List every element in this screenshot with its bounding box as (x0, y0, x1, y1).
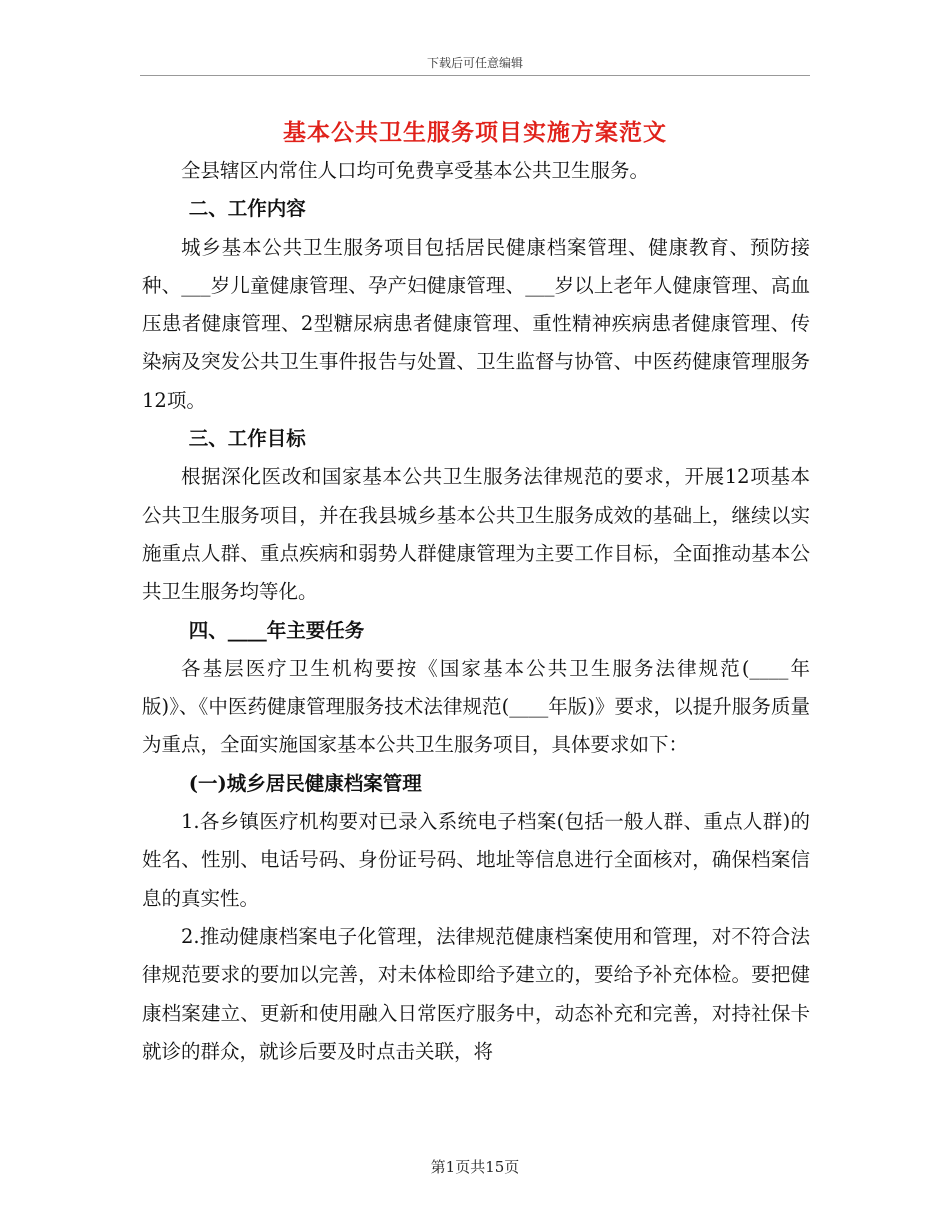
header-divider (140, 75, 810, 76)
paragraph-intro: 全县辖区内常住人口均可免费享受基本公共卫生服务。 (181, 159, 650, 182)
document-body (142, 152, 810, 1071)
paragraph-work-content: 城乡基本公共卫生服务项目包括居民健康档案管理、健康教育、预防接种、___岁儿童健康管理、孕产妇健康管理、___岁以上老年人健康管理、高血压患者健康管理、2型糖尿病患者健康管理、重性精神疾病患者健康管理、传染病及突发公共卫生事件报告与处置、卫生监督与协管、中医药健康管理服务12项。 (142, 235, 810, 412)
paragraph-health-records-2: 2.推动健康档案电子化管理，法律规范健康档案使用和管理，对不符合法律规范要求的要加以完善，对未体检即给予建立的，要给予补充体检。要把健康档案建立、更新和使用融入日常医疗服务中，动态补充和完善，对持社保卡就诊的群众，就诊后要及时点击关联，将 (142, 924, 810, 1063)
paragraph-work-goals: 根据深化医改和国家基本公共卫生服务法律规范的要求，开展12项基本公共卫生服务项目，并在我县城乡基本公共卫生服务成效的基础上，继续以实施重点人群、重点疾病和弱势人群健康管理为主要工作目标，全面推动基本公共卫生服务均等化。 (142, 465, 810, 604)
paragraph-main-tasks: 各基层医疗卫生机构要按《国家基本公共卫生服务法律规范(____年版)》、《中医药健康管理服务技术法律规范(____年版)》要求，以提升服务质量为重点，全面实施国家基本公共卫生服务项目，具体要求如下： (142, 656, 810, 757)
section-heading-main-tasks: 四、____年主要任务 (188, 618, 365, 642)
subsection-heading-health-records: (一)城乡居民健康档案管理 (188, 771, 422, 795)
section-heading-work-goals: 三、工作目标 (188, 427, 306, 451)
document-title: 基本公共卫生服务项目实施方案范文 (283, 119, 667, 146)
paragraph-health-records-1: 1.各乡镇医疗机构要对已录入系统电子档案(包括一般人群、重点人群)的姓名、性别、电话号码、身份证号码、地址等信息进行全面核对，确保档案信息的真实性。 (142, 810, 810, 910)
section-heading-work-content: 二、工作内容 (188, 197, 306, 221)
page-number: 第1页共15页 (430, 1158, 520, 1176)
page-header-note: 下载后可任意编辑 (426, 56, 523, 70)
